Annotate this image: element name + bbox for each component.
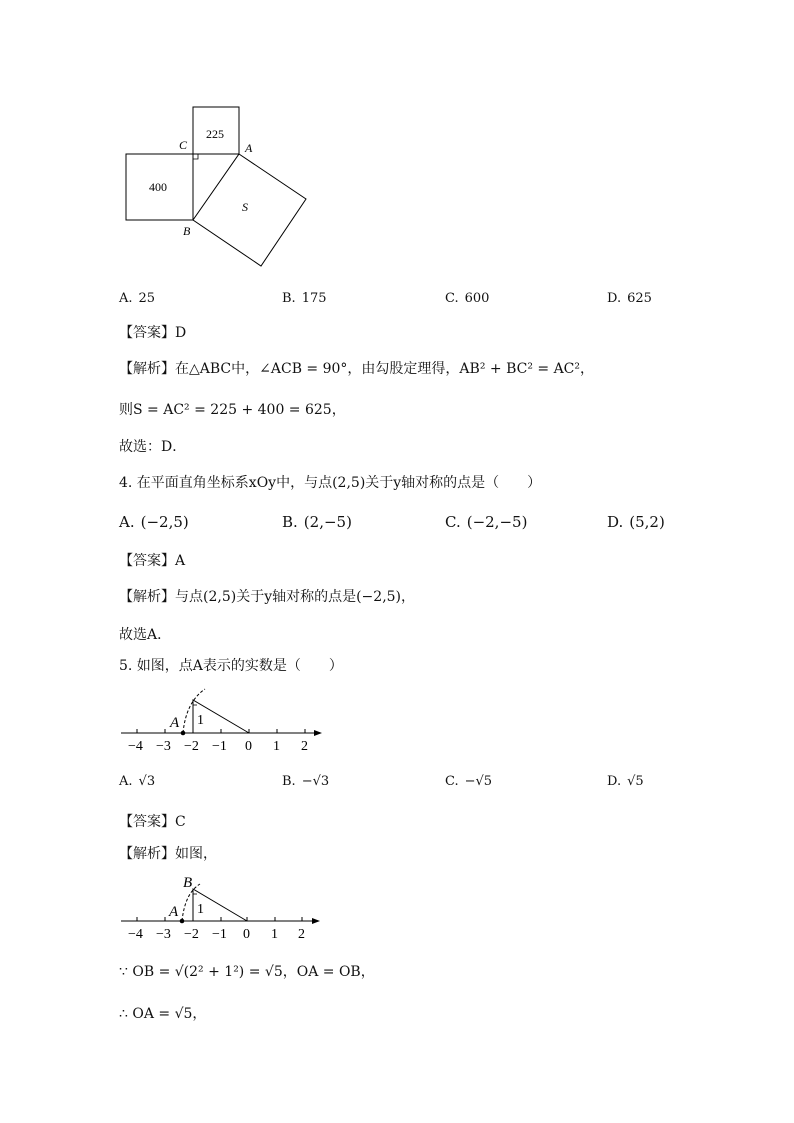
point-a [181, 731, 186, 736]
tick-label: 0 [243, 927, 250, 942]
q3-option-b [282, 291, 327, 306]
q5-therefore: ∴ OA = √5， [119, 1006, 207, 1022]
q4-option-b [282, 513, 352, 531]
label-1: 1 [197, 902, 204, 917]
tick-label: 1 [271, 927, 278, 942]
number-line-figure-2 [115, 868, 330, 943]
q3-option-c [445, 291, 489, 306]
axis-arrow [312, 918, 320, 924]
tick-label: 1 [273, 739, 280, 754]
option-letter: C. [445, 513, 461, 531]
square-s [193, 154, 306, 266]
number-line-figure [115, 680, 330, 755]
q5-because: ∵ OB = √(2² + 1²) = √5，OA = OB， [119, 964, 375, 980]
option-letter: A. [119, 513, 135, 531]
point-a [180, 919, 185, 924]
q3-analysis-line1: 【解析】在△ABC中，∠ACB = 90°，由勾股定理得，AB² + BC² = AC²， [119, 361, 595, 377]
q3-option-a [119, 291, 155, 306]
q3-analysis-line2: 则S = AC² = 225 + 400 = 625， [119, 402, 346, 418]
option-text: √3 [138, 774, 156, 789]
q4-option-d [607, 513, 665, 531]
option-letter: D. [607, 291, 622, 306]
q5-option-a [119, 774, 155, 789]
option-letter: C. [445, 291, 459, 306]
label-a: A [245, 141, 253, 155]
tick-label: −1 [212, 927, 227, 942]
q4-option-a [119, 513, 189, 531]
label-a: A [169, 904, 179, 920]
tick-label: 0 [245, 739, 252, 754]
q5-answer: 【答案】C [119, 814, 186, 830]
tick-label: −3 [156, 927, 171, 942]
right-angle-mark [193, 154, 198, 159]
tick-label: −2 [184, 739, 199, 754]
label-b: B [183, 224, 191, 238]
q3-answer: 【答案】D [119, 325, 187, 341]
tick-label: −1 [212, 739, 227, 754]
label-225: 225 [206, 127, 224, 141]
q4-answer: 【答案】A [119, 553, 186, 569]
label-1: 1 [197, 713, 204, 728]
option-text: −√3 [301, 774, 330, 789]
q4-conclusion: 故选A． [119, 627, 172, 643]
label-c: C [179, 138, 188, 152]
axis-arrow [314, 730, 322, 736]
q3-conclusion: 故选：D． [119, 439, 187, 455]
pythagoras-figure [110, 100, 330, 280]
option-text: (−2,−5) [466, 513, 528, 531]
tick-label: −2 [184, 927, 199, 942]
option-letter: A. [119, 774, 133, 789]
q5-option-b [282, 774, 329, 789]
q4-option-c [445, 513, 527, 531]
tick-label: 2 [298, 927, 305, 942]
option-text: (2,−5) [303, 513, 352, 531]
q5-stem: 5. 如图，点A表示的实数是（ ） [119, 658, 343, 674]
tick-label: 2 [301, 739, 308, 754]
label-b: B [183, 875, 193, 891]
tick-label: −4 [128, 739, 143, 754]
option-letter: B. [282, 774, 296, 789]
option-letter: B. [282, 291, 296, 306]
option-text: 175 [301, 291, 327, 306]
q5-option-c [445, 774, 492, 789]
label-400: 400 [149, 180, 167, 194]
option-text: (−2,5) [140, 513, 189, 531]
q4-stem: 4. 在平面直角坐标系xOy中，与点(2,5)关于y轴对称的点是（ ） [119, 475, 542, 491]
option-letter: C. [445, 774, 459, 789]
tick-label: −3 [156, 739, 171, 754]
q4-analysis: 【解析】与点(2,5)关于y轴对称的点是(−2,5)， [119, 589, 416, 605]
option-text: 625 [627, 291, 652, 306]
option-text: 600 [464, 291, 490, 306]
q3-option-d [607, 291, 652, 306]
option-text: −√5 [464, 774, 493, 789]
axis-ticks [137, 917, 302, 921]
option-letter: D. [607, 774, 622, 789]
option-letter: B. [282, 513, 298, 531]
option-letter: A. [119, 291, 133, 306]
option-text: 25 [138, 291, 156, 306]
q5-analysis-intro: 【解析】如图， [119, 846, 217, 862]
option-text: √5 [627, 774, 644, 789]
label-a: A [170, 715, 180, 731]
label-s: S [242, 200, 248, 214]
option-letter: D. [607, 513, 624, 531]
axis-ticks [137, 729, 305, 733]
tick-label: −4 [128, 927, 143, 942]
q5-option-d [607, 774, 644, 789]
option-text: (5,2) [629, 513, 665, 531]
